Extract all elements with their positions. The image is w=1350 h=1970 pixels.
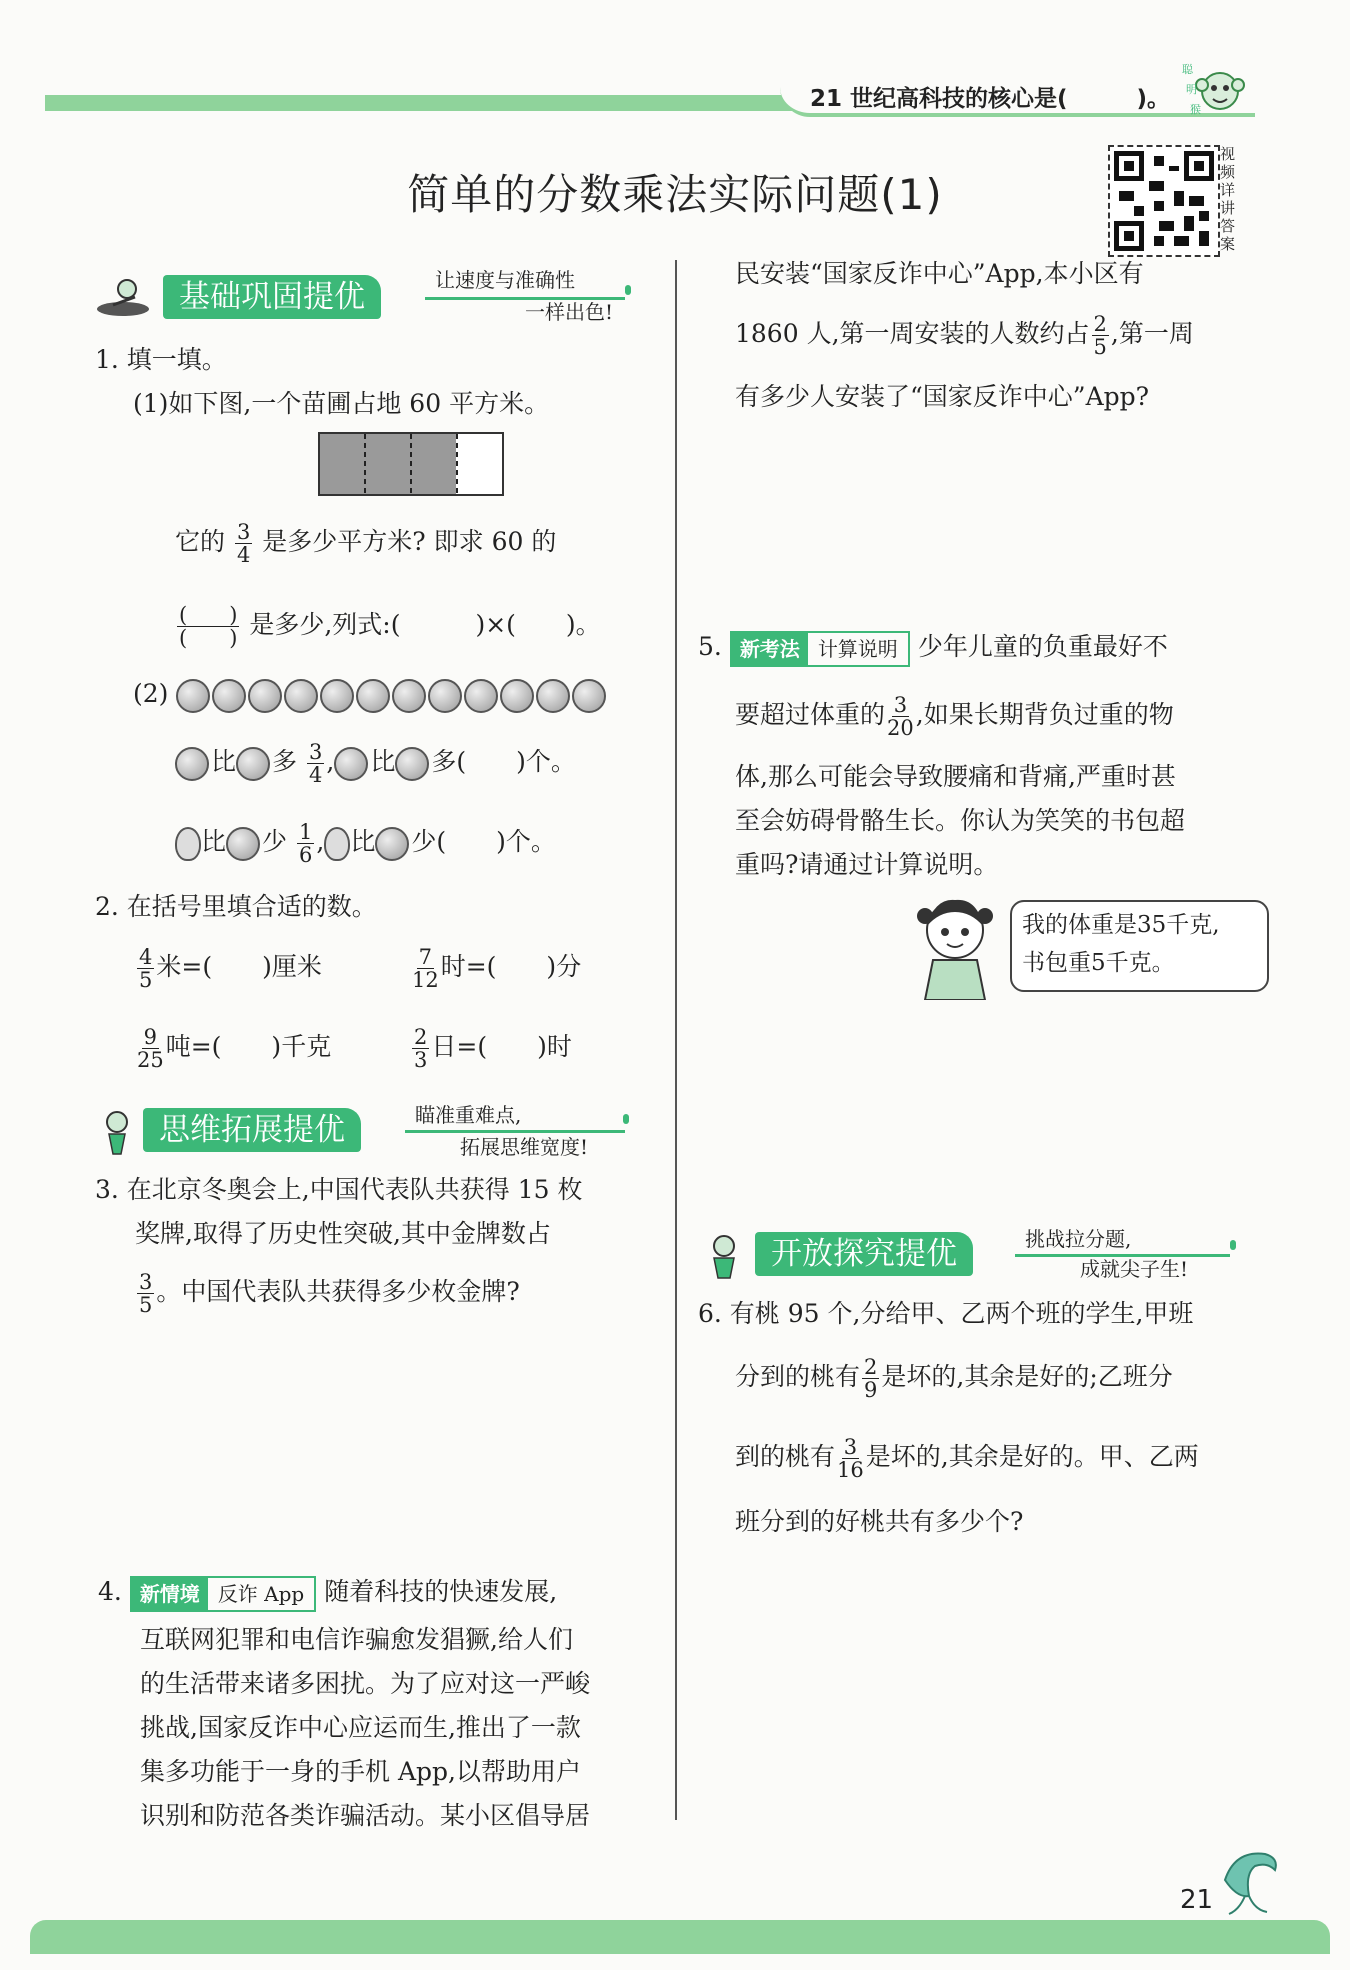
girl-xiaoxiao-icon xyxy=(905,890,1005,1000)
qr-label: 视频详讲答案 xyxy=(1220,145,1236,253)
text: 要超过体重的 xyxy=(735,700,886,729)
text: 到的桃有 xyxy=(735,1442,836,1471)
apple-icon xyxy=(284,679,318,713)
q2-item-d[interactable] xyxy=(410,1025,572,1071)
q5-line5: 重吗?请通过计算说明。 xyxy=(735,850,999,879)
denominator: 4 xyxy=(308,763,323,787)
fraction xyxy=(307,741,324,786)
q2-item-a[interactable] xyxy=(135,945,322,991)
denominator: 3 xyxy=(414,1048,428,1072)
text: 少年儿童的负重最好不 xyxy=(917,632,1168,661)
denominator: 16 xyxy=(837,1458,864,1482)
text: ,如果长期背负过重的物 xyxy=(915,700,1174,729)
q1-compare1[interactable] xyxy=(175,740,576,786)
conversion-text[interactable]: 吨=( )千克 xyxy=(165,1032,332,1061)
q4-line5: 集多功能于一身的手机 App,以帮助用户 xyxy=(140,1757,581,1786)
q6-line3 xyxy=(735,1435,1199,1481)
text: 它的 xyxy=(175,527,226,556)
conversion-text[interactable]: 米=( )厘米 xyxy=(156,952,322,981)
text: 随着科技的快速发展, xyxy=(324,1577,558,1606)
section-title: 开放探究提优 xyxy=(755,1232,973,1276)
boy-mascot-icon xyxy=(700,1232,750,1282)
banner-note: 挑战拉分题, xyxy=(1025,1227,1132,1251)
q4-cont-line1: 民安装“国家反诈中心”App,本小区有 xyxy=(735,259,1144,288)
numerator: 1 xyxy=(298,820,313,844)
q2-item-c[interactable] xyxy=(135,1025,331,1071)
text: , xyxy=(326,747,335,776)
numerator: 2 xyxy=(1093,312,1107,336)
apple-icon xyxy=(226,827,260,861)
skater-mascot-icon xyxy=(95,275,155,319)
q2-heading: 2. 在括号里填合适的数。 xyxy=(95,892,377,921)
question-number: 5. xyxy=(698,632,722,661)
bottom-decor-bar xyxy=(30,1920,1330,1954)
banner-dot xyxy=(625,285,631,295)
banner-note: 让速度与准确性 xyxy=(435,268,575,292)
banner-note: 一样出色! xyxy=(525,300,614,324)
section-banner-basic xyxy=(95,268,655,324)
text: , xyxy=(316,827,325,856)
conversion-text[interactable]: 时=( )分 xyxy=(440,952,582,981)
apple-icon xyxy=(248,679,282,713)
q2-item-b[interactable] xyxy=(410,945,581,991)
girl-mascot-icon xyxy=(95,1108,145,1158)
numerator: 3 xyxy=(843,1435,858,1459)
fraction xyxy=(297,821,314,866)
tag-topic: 计算说明 xyxy=(817,636,898,661)
conversion-text[interactable]: 日=( )时 xyxy=(431,1032,572,1061)
text: 是多少,列式:( )×( )。 xyxy=(249,610,601,639)
peach-icon xyxy=(175,747,209,781)
tag-label: 新情境 xyxy=(132,1578,208,1610)
denominator: 12 xyxy=(412,968,439,992)
q1-line1 xyxy=(175,520,655,566)
pear-icon xyxy=(175,827,201,861)
section-title: 思维拓展提优 xyxy=(143,1108,361,1152)
fraction xyxy=(1092,313,1109,358)
denominator-blank[interactable]: ( ) xyxy=(179,626,238,650)
qr-code[interactable] xyxy=(1108,145,1220,257)
banner-note: 拓展思维宽度! xyxy=(460,1135,589,1159)
qr-code-icon xyxy=(1114,151,1214,251)
numerator: 7 xyxy=(418,945,433,969)
text: 少 xyxy=(262,827,288,856)
q3-line3 xyxy=(135,1270,520,1316)
q4-cont-line2 xyxy=(735,312,1194,358)
apple-icon xyxy=(176,679,210,713)
numerator: 3 xyxy=(308,740,323,764)
apple-icon xyxy=(320,679,354,713)
fraction xyxy=(862,1356,879,1401)
apple-icon xyxy=(356,679,390,713)
apple-icon xyxy=(212,679,246,713)
text: 多 xyxy=(272,747,298,776)
apple-icon xyxy=(428,679,462,713)
apple-icon xyxy=(500,679,534,713)
fraction xyxy=(137,946,154,991)
svg-text:聪: 聪 xyxy=(1182,63,1193,76)
text: 是坏的,其余是好的。甲、乙两 xyxy=(865,1442,1199,1471)
page-title: 简单的分数乘法实际问题(1) xyxy=(407,170,943,219)
tag-label: 新考法 xyxy=(732,633,808,665)
q4-line3: 的生活带来诸多困扰。为了应对这一严峻 xyxy=(140,1669,591,1698)
page-number: 21 xyxy=(1180,1885,1214,1915)
numerator: 3 xyxy=(236,520,251,544)
column-divider xyxy=(675,260,677,1820)
banner-note: 瞄准重难点, xyxy=(415,1103,522,1127)
q1-line2[interactable] xyxy=(175,603,601,649)
numerator: 3 xyxy=(893,693,908,717)
apple-icon xyxy=(395,747,429,781)
q5-line1 xyxy=(698,625,1168,669)
denominator: 9 xyxy=(864,1378,878,1402)
svg-text:猴: 猴 xyxy=(1190,103,1201,116)
q1-part2 xyxy=(133,672,608,716)
apple-row xyxy=(176,679,608,708)
fraction xyxy=(887,694,914,739)
banner-note: 成就尖子生! xyxy=(1080,1257,1189,1281)
q4-line2: 互联网犯罪和电信诈骗愈发猖獗,给人们 xyxy=(140,1625,573,1654)
apple-icon xyxy=(375,827,409,861)
numerator: 2 xyxy=(864,1355,878,1379)
dolphin-icon xyxy=(1215,1840,1285,1920)
speech-bubble xyxy=(1010,900,1269,992)
nursery-diagram xyxy=(318,432,504,496)
svg-text:明: 明 xyxy=(1186,83,1197,96)
section-title: 基础巩固提优 xyxy=(163,275,381,319)
banner-dot xyxy=(1230,1240,1236,1250)
q6-line2 xyxy=(735,1355,1173,1401)
denominator: 20 xyxy=(887,716,914,740)
q1-compare2[interactable] xyxy=(175,820,556,866)
q1-part1: (1)如下图,一个苗圃占地 60 平方米。 xyxy=(133,389,550,418)
text: 比 xyxy=(211,747,237,776)
text: 1860 人,第一周安装的人数约占 xyxy=(735,319,1090,348)
apple-icon xyxy=(464,679,498,713)
section-banner-thinking xyxy=(95,1103,655,1159)
q1-heading: 1. 填一填。 xyxy=(95,345,227,374)
tag-new-method xyxy=(730,631,910,667)
fraction xyxy=(235,521,252,566)
answer-blank[interactable]: 多( )个。 xyxy=(431,747,576,776)
apple-icon xyxy=(392,679,426,713)
q5-line3: 体,那么可能会导致腰痛和背痛,严重时甚 xyxy=(735,762,1176,791)
q4-line6: 识别和防范各类诈骗活动。某小区倡导居 xyxy=(140,1801,591,1830)
text: 分到的桃有 xyxy=(735,1362,861,1391)
fraction xyxy=(837,1436,864,1481)
q4-line1 xyxy=(98,1570,557,1614)
header-tagline: 21 世纪高科技的核心是( )。 xyxy=(810,86,1171,112)
fraction xyxy=(137,1026,164,1071)
banner-dot xyxy=(623,1114,629,1124)
fraction xyxy=(137,1271,154,1316)
q6-line4: 班分到的好桃共有多少个? xyxy=(735,1507,1024,1536)
bubble-text: 我的体重是35千克, xyxy=(1022,912,1220,938)
numerator: 4 xyxy=(139,945,153,969)
denominator: 25 xyxy=(137,1048,164,1072)
tag-topic: 反诈 App xyxy=(217,1581,305,1606)
peach-icon xyxy=(334,747,368,781)
question-number: 4. xyxy=(98,1577,122,1606)
fraction xyxy=(412,946,439,991)
q3-line1: 3. 在北京冬奥会上,中国代表队共获得 15 枚 xyxy=(95,1175,583,1204)
q5-line2 xyxy=(735,693,1174,739)
bubble-text: 书包重5千克。 xyxy=(1022,950,1175,976)
q5-line4: 至会妨碍骨骼生长。你认为笑笑的书包超 xyxy=(735,806,1186,835)
q4-line4: 挑战,国家反诈中心应运而生,推出了一款 xyxy=(140,1713,581,1742)
q4-cont-line3: 有多少人安装了“国家反诈中心”App? xyxy=(735,382,1150,411)
denominator: 5 xyxy=(1093,335,1107,359)
apple-icon xyxy=(572,679,606,713)
tag-new-context xyxy=(130,1576,316,1612)
text: 是多少平方米? 即求 60 的 xyxy=(262,527,557,556)
section-banner-explore xyxy=(700,1227,1260,1281)
text: 比 xyxy=(370,747,396,776)
denominator: 4 xyxy=(236,543,251,567)
text: 比 xyxy=(350,827,376,856)
q6-line1: 6. 有桃 95 个,分给甲、乙两个班的学生,甲班 xyxy=(698,1299,1194,1328)
numerator: 2 xyxy=(414,1025,428,1049)
numerator: 3 xyxy=(139,1270,153,1294)
denominator: 6 xyxy=(298,843,313,867)
text: ,第一周 xyxy=(1110,319,1194,348)
blank-fraction[interactable] xyxy=(177,604,239,649)
text: 是坏的,其余是好的;乙班分 xyxy=(881,1362,1173,1391)
fraction xyxy=(412,1026,429,1071)
numerator: 9 xyxy=(143,1025,158,1049)
answer-blank[interactable]: 少( )个。 xyxy=(411,827,556,856)
monkey-mascot-icon xyxy=(1180,55,1250,125)
denominator: 5 xyxy=(139,968,153,992)
numerator-blank[interactable]: ( ) xyxy=(179,603,238,627)
text: 。中国代表队共获得多少枚金牌? xyxy=(156,1277,520,1306)
denominator: 5 xyxy=(139,1293,153,1317)
apple-icon xyxy=(536,679,570,713)
apple-icon xyxy=(236,747,270,781)
pear-icon xyxy=(324,827,350,861)
q3-line2: 奖牌,取得了历史性突破,其中金牌数占 xyxy=(135,1219,551,1248)
text: 比 xyxy=(201,827,227,856)
text: (2) xyxy=(133,679,169,708)
